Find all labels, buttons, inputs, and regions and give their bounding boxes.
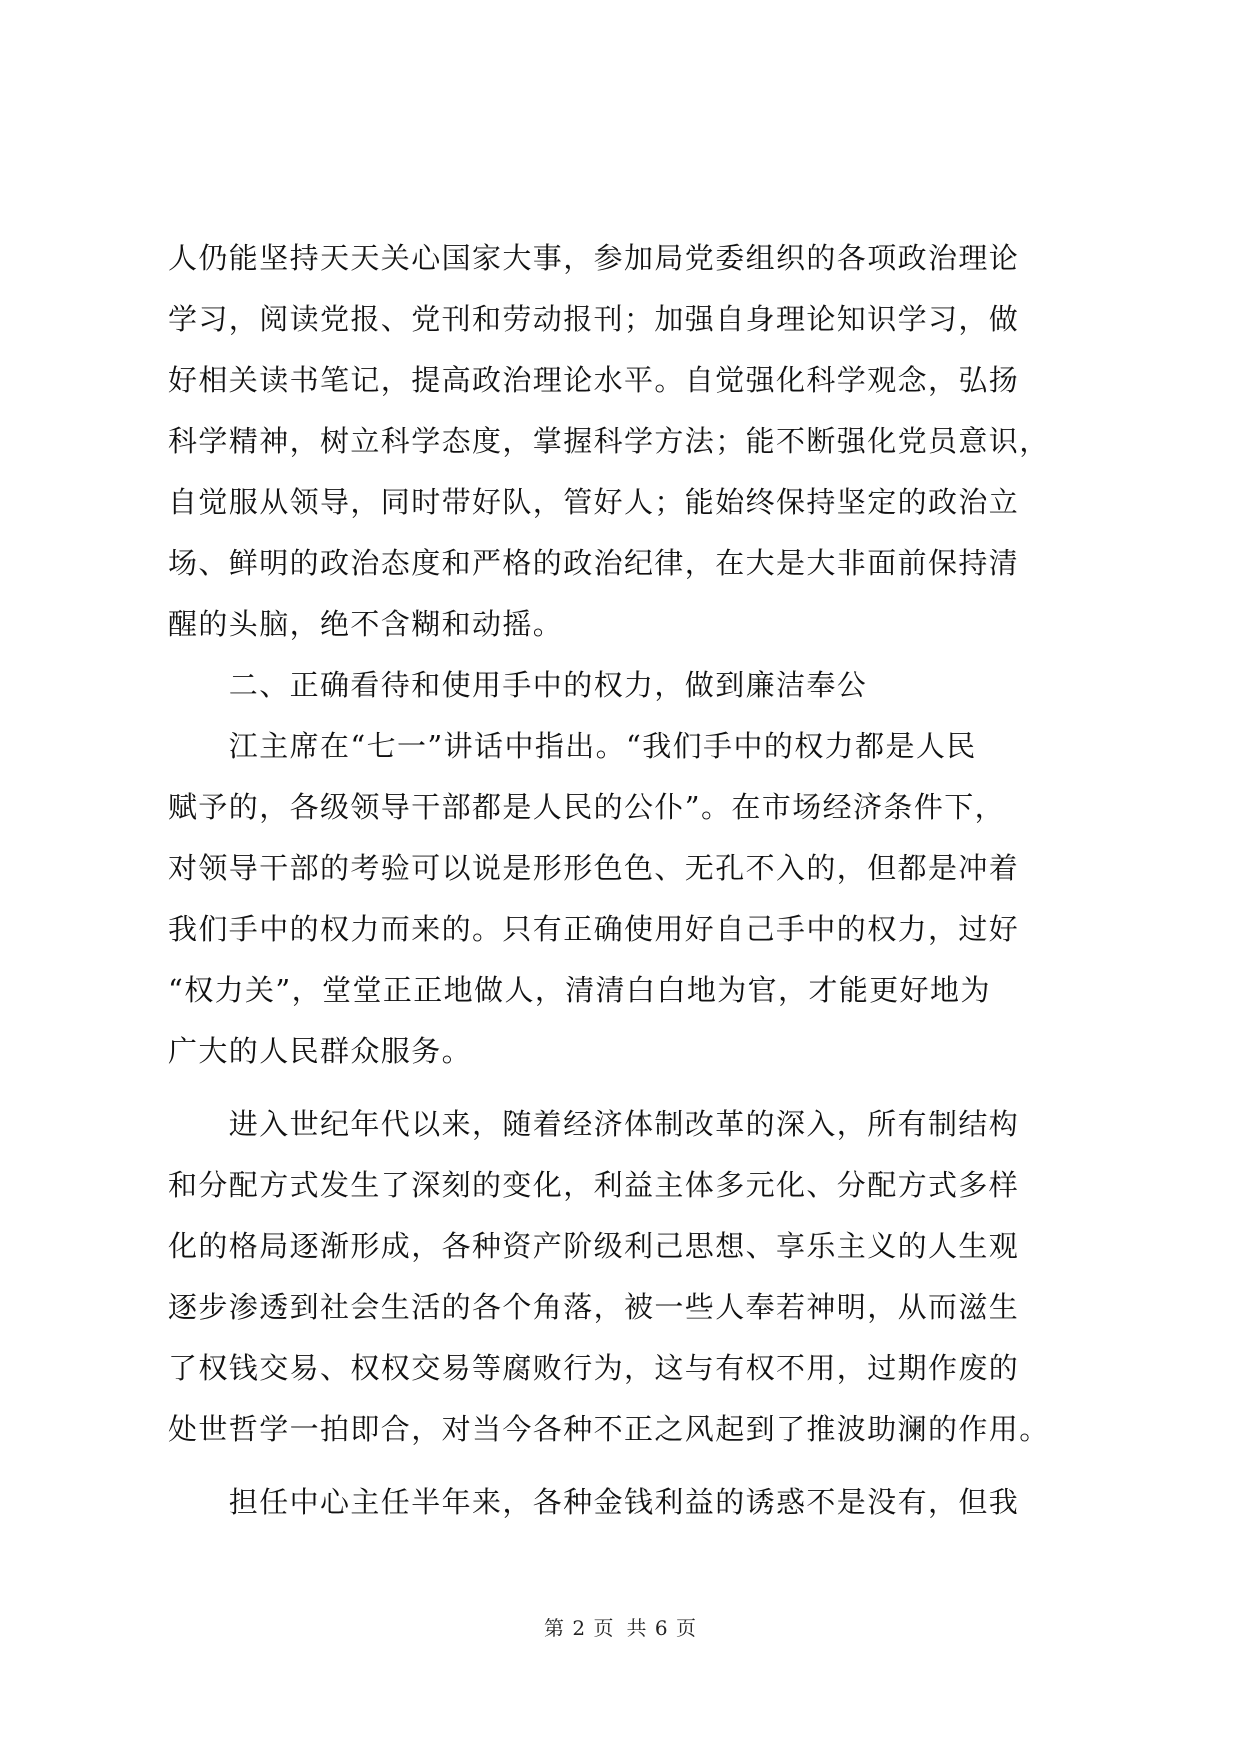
text-line: 好相关读书笔记，提高政治理论水平。自觉强化科学观念，弘扬	[168, 363, 1020, 397]
document-body	[168, 228, 1073, 1533]
page-total: 共 6 页	[626, 1616, 697, 1640]
text-line: 科学精神，树立科学态度，掌握科学方法；能不断强化党员意识，	[168, 424, 1050, 458]
text-line: 赋予的，各级领导干部都是人民的公仆”。在市场经济条件下，	[168, 790, 1006, 824]
page-footer	[0, 1612, 1241, 1641]
text-line: 学习，阅读党报、党刊和劳动报刊；加强自身理论知识学习，做	[168, 302, 1020, 336]
text-line: 场、鲜明的政治态度和严格的政治纪律，在大是大非面前保持清	[168, 546, 1020, 580]
text-line: 江主席在“七一”讲话中指出。“我们手中的权力都是人民	[168, 729, 977, 763]
text-line: 处世哲学一拍即合，对当今各种不正之风起到了推波助澜的作用。	[168, 1412, 1050, 1446]
text-line: 了权钱交易、权权交易等腐败行为，这与有权不用，过期作废的	[168, 1351, 1020, 1385]
page-number: 第 2 页	[544, 1616, 615, 1640]
section-heading: 二、正确看待和使用手中的权力，做到廉洁奉公	[168, 668, 868, 702]
text-line: 逐步渗透到社会生活的各个角落，被一些人奉若神明，从而滋生	[168, 1290, 1020, 1324]
text-line: 对领导干部的考验可以说是形形色色、无孔不入的，但都是冲着	[168, 851, 1020, 885]
text-line: 自觉服从领导，同时带好队，管好人；能始终保持坚定的政治立	[168, 485, 1020, 519]
text-line: 担任中心主任半年来，各种金钱利益的诱惑不是没有，但我	[168, 1485, 1020, 1519]
text-line: 醒的头脑，绝不含糊和动摇。	[168, 607, 564, 641]
text-line: 人仍能坚持天天关心国家大事，参加局党委组织的各项政治理论	[168, 241, 1020, 275]
text-line: 和分配方式发生了深刻的变化，利益主体多元化、分配方式多样	[168, 1168, 1020, 1202]
text-line: “权力关”，堂堂正正地做人，清清白白地为官，才能更好地为	[168, 973, 991, 1007]
text-line: 进入世纪年代以来，随着经济体制改革的深入，所有制结构	[168, 1107, 1020, 1141]
text-line: 广大的人民群众服务。	[168, 1034, 473, 1068]
text-line: 我们手中的权力而来的。只有正确使用好自己手中的权力，过好	[168, 912, 1020, 946]
text-line: 化的格局逐渐形成，各种资产阶级利己思想、享乐主义的人生观	[168, 1229, 1020, 1263]
